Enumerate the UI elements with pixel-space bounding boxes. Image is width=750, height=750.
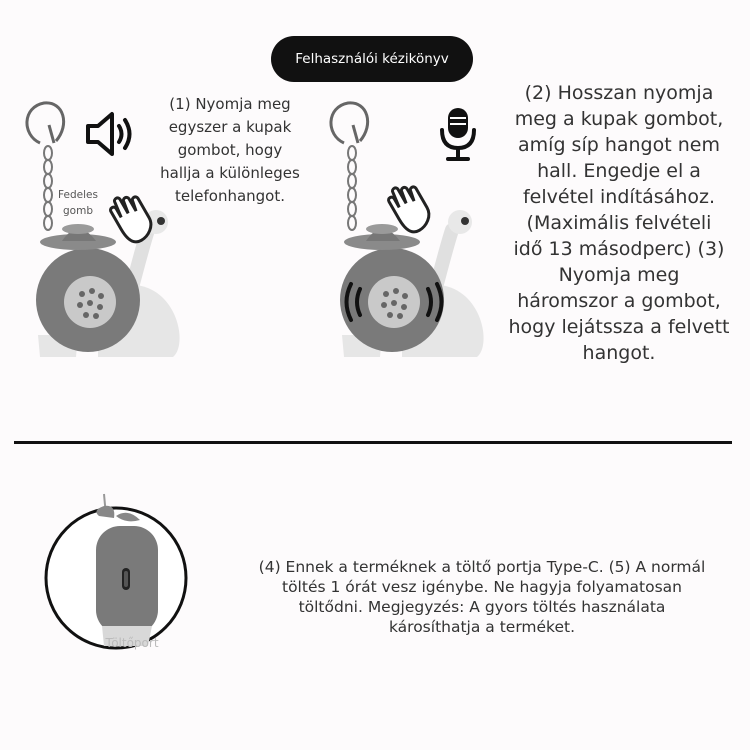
speaker-icon [84,110,136,158]
microphone-icon [436,106,480,162]
section-divider [14,441,732,444]
manual-title: Felhasználói kézikönyv [271,36,473,82]
cover-button-label: Fedeles gomb [58,189,98,217]
step-2-3-instructions: (2) Hosszan nyomja meg a kupak gombot, amíg síp hangot nem hall. Engedje el a felvétel indításához. (Maximális felvételi idő 13 másodperc) (3) Nyomja meg háromszor a gombot, hogy lejátssza a felvett hangot. [508,82,730,364]
charging-port-label: Töltőport [105,636,159,650]
step-4-5-instructions: (4) Ennek a terméknek a töltő portja Type-C. (5) A normál töltés 1 órát vesz igénybe. Ne hagyja folyamatosan töltődni. Megjegyzés: A gyors töltés használata károsíthatja a terméket. [258,558,706,636]
step-1-instructions: (1) Nyomja meg egyszer a kupak gombot, hogy hallja a különleges telefonhangot. [160,95,300,205]
